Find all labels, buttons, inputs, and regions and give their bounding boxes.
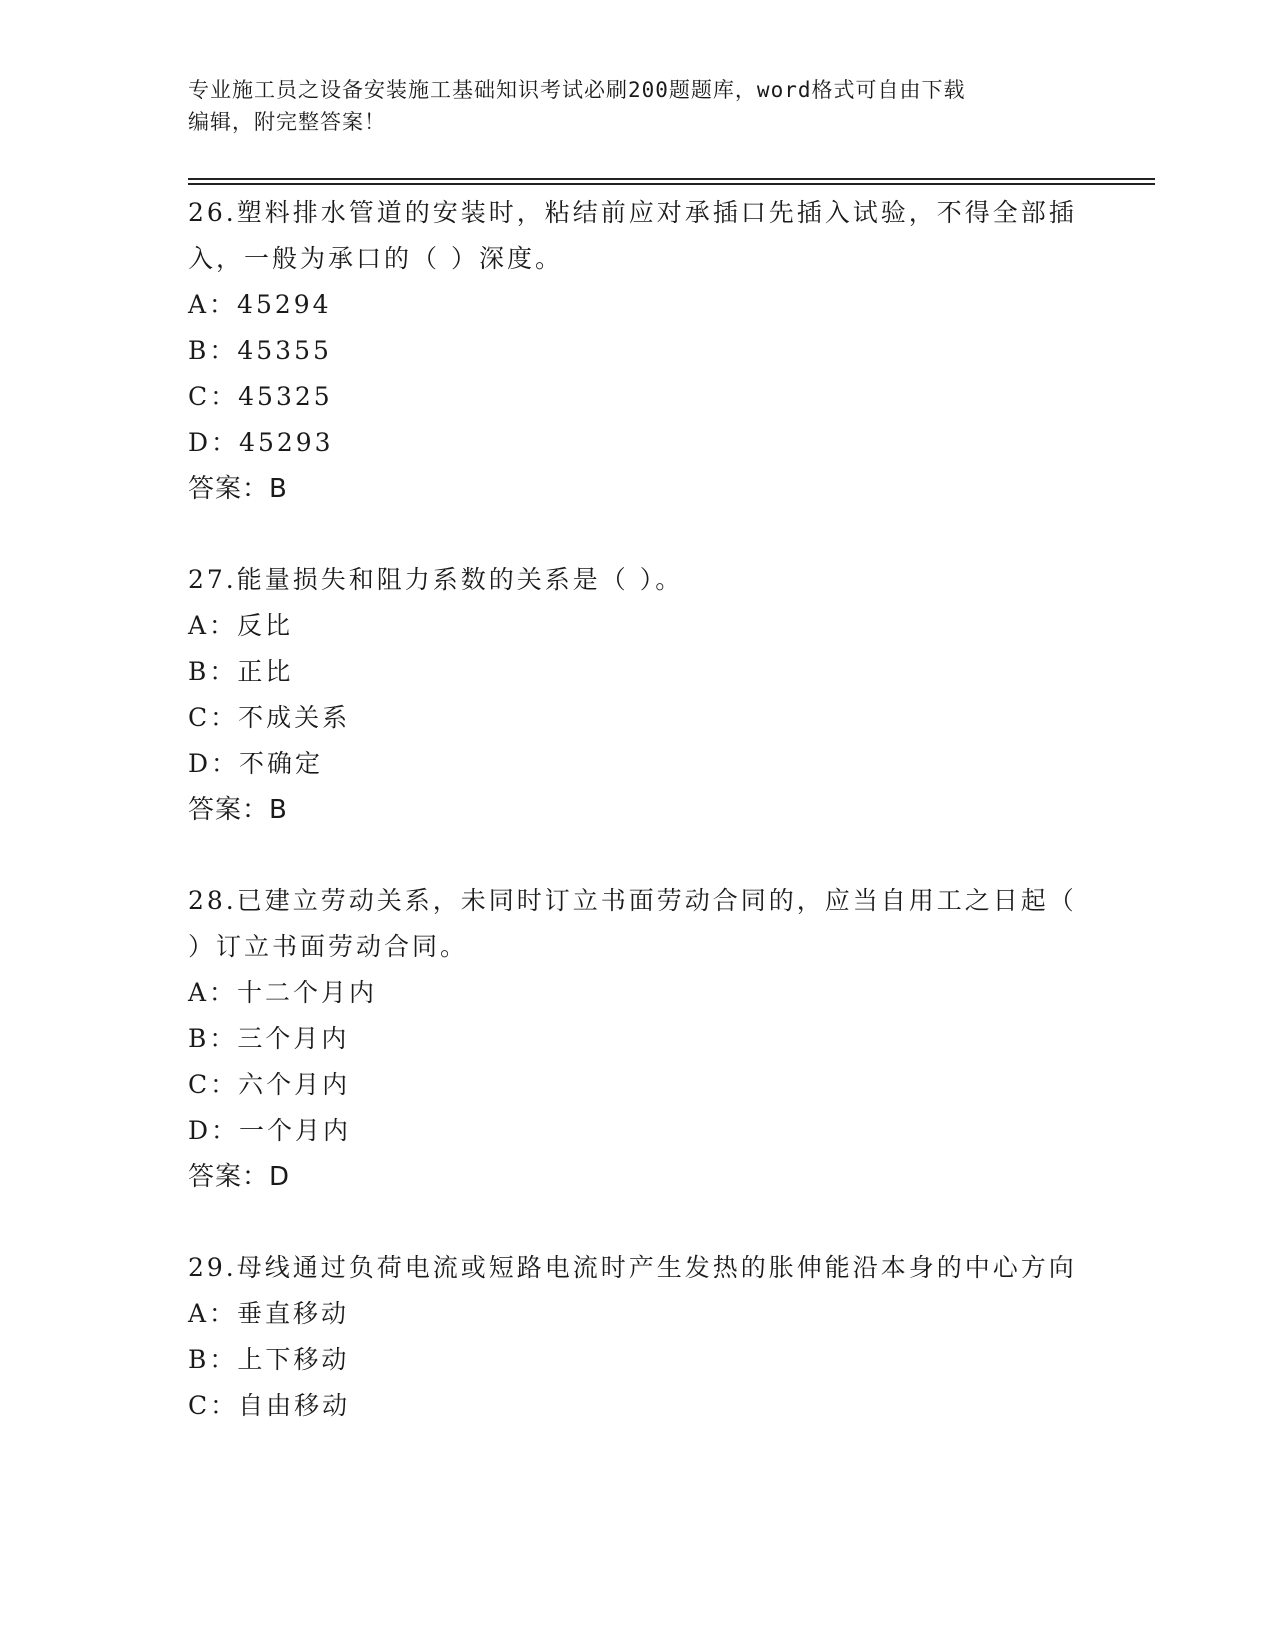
answer-line: 答案：B: [188, 795, 288, 825]
answer-line: 答案：B: [188, 474, 288, 504]
option-c: C：45325: [188, 382, 333, 411]
option-a: A：十二个月内: [188, 978, 378, 1007]
question-list: [188, 190, 1088, 1474]
question-29: [188, 1245, 1088, 1429]
option-c: C：不成关系: [188, 703, 351, 732]
question-27: [188, 557, 1088, 833]
option-a: A：45294: [188, 290, 332, 319]
question-text: 26.塑料排水管道的安装时，粘结前应对承插口先插入试验，不得全部插入，一般为承口的（ ）深度。: [188, 198, 1077, 273]
option-a: A：反比: [188, 611, 294, 640]
option-b: B：正比: [188, 657, 294, 686]
question-text: 28.已建立劳动关系，未同时订立书面劳动合同的，应当自用工之日起（ ）订立书面劳动合同。: [188, 886, 1077, 961]
option-b: B：三个月内: [188, 1024, 350, 1053]
answer-line: 答案：D: [188, 1162, 291, 1192]
header-divider-bottom: [188, 183, 1155, 185]
option-c: C：六个月内: [188, 1070, 351, 1099]
question-26: [188, 190, 1088, 512]
option-b: B：上下移动: [188, 1345, 350, 1374]
option-c: C：自由移动: [188, 1391, 351, 1420]
header-divider-top: [188, 178, 1155, 180]
question-text: 27.能量损失和阻力系数的关系是（ ）。: [188, 565, 684, 594]
header-line-1: 专业施工员之设备安装施工基础知识考试必刷200题题库，word格式可自由下载: [188, 78, 966, 102]
option-d: D：一个月内: [188, 1116, 352, 1145]
question-28: [188, 878, 1088, 1200]
option-b: B：45355: [188, 336, 332, 365]
document-header: [188, 74, 1068, 138]
question-text: 29.母线通过负荷电流或短路电流时产生发热的胀伸能沿本身的中心方向: [188, 1253, 1077, 1282]
option-d: D：45293: [188, 428, 334, 457]
option-d: D：不确定: [188, 749, 324, 778]
option-a: A：垂直移动: [188, 1299, 350, 1328]
header-line-2: 编辑，附完整答案！: [188, 110, 386, 134]
